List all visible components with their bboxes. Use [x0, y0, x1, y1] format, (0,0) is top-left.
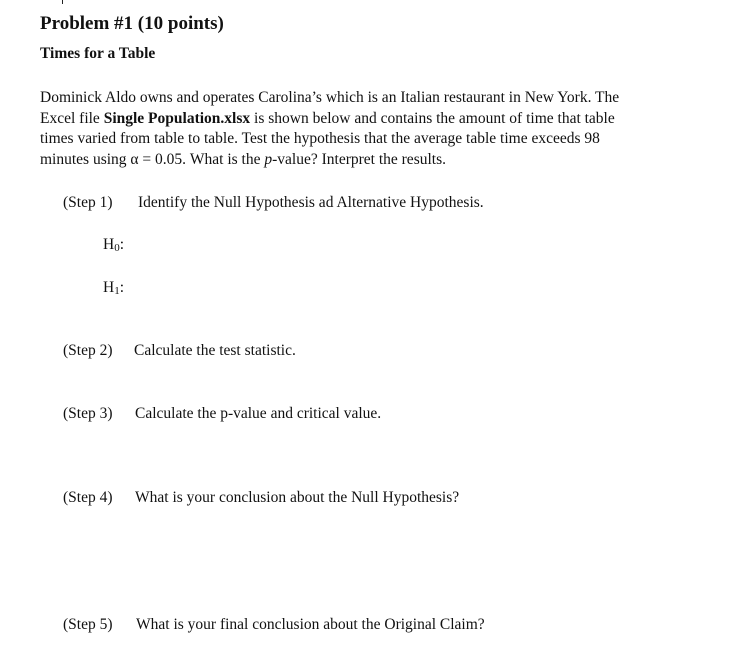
h0-subscript: 0: [114, 242, 120, 254]
paragraph-text: minutes using α = 0.05. What is the: [40, 150, 265, 168]
step-3-text: Calculate the p-value and critical value.: [135, 405, 382, 422]
problem-title: Problem #1 (10 points): [40, 13, 224, 34]
h0-colon: :: [119, 236, 125, 253]
paragraph-text: is shown below and contains the amount of time that table: [250, 109, 615, 127]
h1-letter: H: [103, 279, 115, 296]
h1-subscript: 1: [114, 285, 120, 297]
step-5-text: What is your final conclusion about the Original Claim?: [136, 616, 485, 633]
alternative-hypothesis-label: [103, 279, 124, 297]
step-2-label: (Step 2): [63, 342, 113, 359]
null-hypothesis-label: [103, 236, 124, 254]
step-4-label: (Step 4): [63, 489, 113, 506]
paragraph-line-4: [40, 150, 680, 171]
paragraph-line-2: [40, 109, 680, 130]
step-4-text: What is your conclusion about the Null Hypothesis?: [135, 489, 460, 506]
excel-file-name: Single Population.xlsx: [103, 109, 251, 127]
step-1-label: (Step 1): [63, 194, 113, 211]
h1-colon: :: [119, 279, 125, 296]
paragraph-line-1: Dominick Aldo owns and operates Carolina’s which is an Italian restaurant in New York. The: [40, 89, 620, 106]
paragraph-text: -value? Interpret the results.: [272, 150, 446, 168]
step-2-text: Calculate the test statistic.: [134, 342, 296, 359]
problem-subtitle: Times for a Table: [40, 45, 156, 62]
problem-description: [40, 88, 680, 170]
p-italic: p: [264, 150, 273, 168]
step-5-label: (Step 5): [63, 616, 113, 633]
step-1-text: Identify the Null Hypothesis ad Alternative Hypothesis.: [138, 194, 484, 211]
step-3-label: (Step 3): [63, 405, 113, 422]
paragraph-text: Excel file: [40, 109, 104, 127]
paragraph-line-3: times varied from table to table. Test the hypothesis that the average table time exceeds 98: [40, 130, 600, 147]
h0-letter: H: [103, 236, 115, 253]
page-edge-mark: [62, 0, 63, 4]
